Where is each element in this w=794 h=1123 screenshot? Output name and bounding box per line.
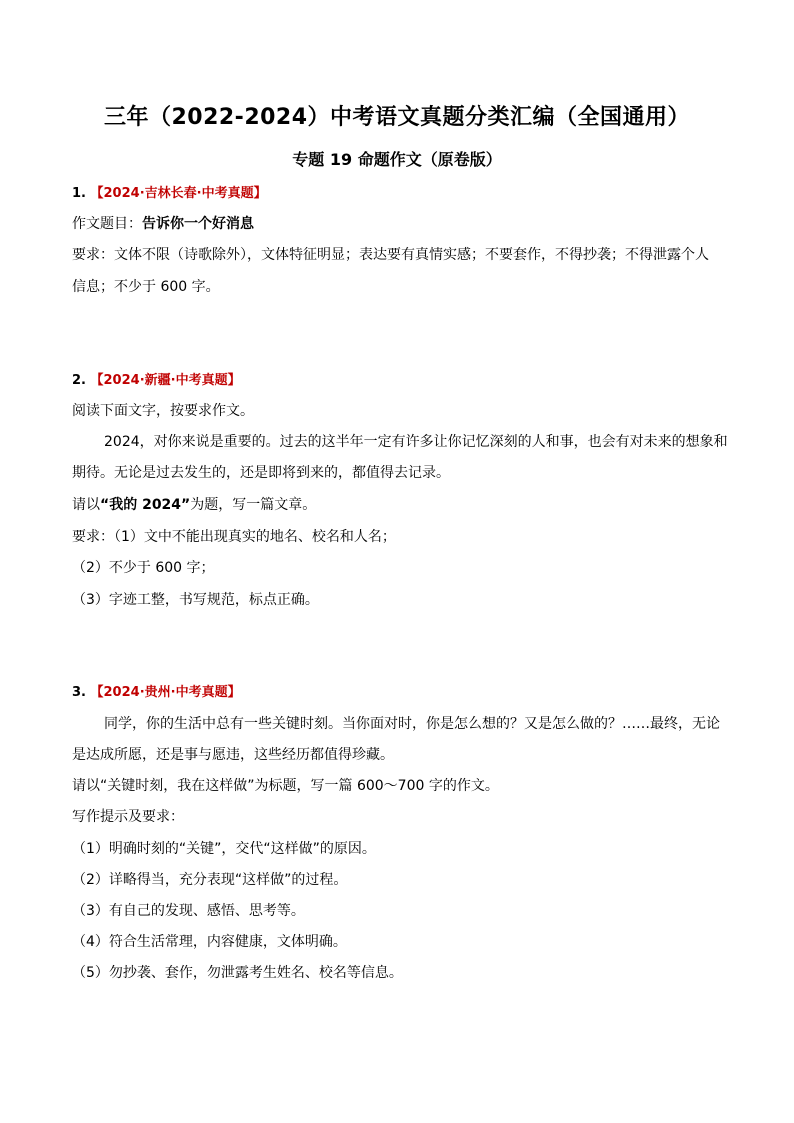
question-number: 1. (72, 186, 86, 201)
question-3-tip-2: （2）详略得当，充分表现“这样做”的过程。 (72, 872, 348, 888)
topic-label: 作文题目： (72, 216, 142, 232)
question-1-requirement-line-2: 信息；不少于 600 字。 (72, 279, 220, 295)
question-3-header (72, 682, 724, 704)
document-subtitle: 专题 19 命题作文（原卷版） (292, 150, 502, 169)
question-1-requirement-line-1: 要求：文体不限（诗歌除外），文体特征明显；表达要有真情实感；不要套作，不得抄袭；不得泄露个人 (72, 247, 709, 263)
question-number: 2. (72, 373, 86, 388)
question-source-tag: 【2024·新疆·中考真题】 (90, 373, 241, 388)
question-3-tip-1: （1）明确时刻的“关键”，交代“这样做”的原因。 (72, 841, 376, 857)
question-2-header (72, 370, 724, 392)
question-source-tag: 【2024·贵州·中考真题】 (90, 685, 241, 700)
question-3-tip-4: （4）符合生活常理，内容健康，文体明确。 (72, 934, 347, 950)
question-3-tip-3: （3）有自己的发现、感悟、思考等。 (72, 903, 305, 919)
question-3-tip-5: （5）勿抄袭、套作，勿泄露考生姓名、校名等信息。 (72, 965, 403, 981)
prompt-prefix: 请以 (72, 497, 100, 513)
question-source-tag: 【2024·吉林长春·中考真题】 (90, 186, 267, 201)
question-3-paragraph-line-2: 是达成所愿，还是事与愿违，这些经历都值得珍藏。 (72, 747, 394, 763)
question-2-requirement-1: 要求：（1）文中不能出现真实的地名、校名和人名； (72, 529, 396, 545)
question-2-paragraph-line-1: 2024，对你来说是重要的。过去的这半年一定有许多让你记忆深刻的人和事，也会有对未来的想象和 (104, 434, 728, 450)
question-2-requirement-2: （2）不少于 600 字； (72, 560, 215, 576)
question-3-paragraph-line-1: 同学，你的生活中总有一些关键时刻。当你面对时，你是怎么想的？又是怎么做的？……最终，无论 (104, 716, 720, 732)
prompt-suffix: 为题，写一篇文章。 (190, 497, 317, 513)
prompt-title: “我的 2024” (100, 497, 191, 513)
question-2-intro: 阅读下面文字，按要求作文。 (72, 403, 254, 419)
question-3-prompt: 请以“关键时刻，我在这样做”为标题，写一篇 600～700 字的作文。 (72, 778, 499, 794)
topic-text: 告诉你一个好消息 (142, 216, 254, 232)
question-2-paragraph-line-2: 期待。无论是过去发生的，还是即将到来的，都值得去记录。 (72, 465, 450, 481)
question-3-tips-heading: 写作提示及要求： (72, 809, 184, 825)
question-1-topic (72, 213, 724, 235)
question-number: 3. (72, 685, 86, 700)
question-2-prompt (72, 494, 724, 516)
document-title: 三年（2022-2024）中考语文真题分类汇编（全国通用） (103, 105, 691, 130)
question-2-requirement-3: （3）字迹工整，书写规范，标点正确。 (72, 592, 319, 608)
question-1-header (72, 183, 724, 205)
